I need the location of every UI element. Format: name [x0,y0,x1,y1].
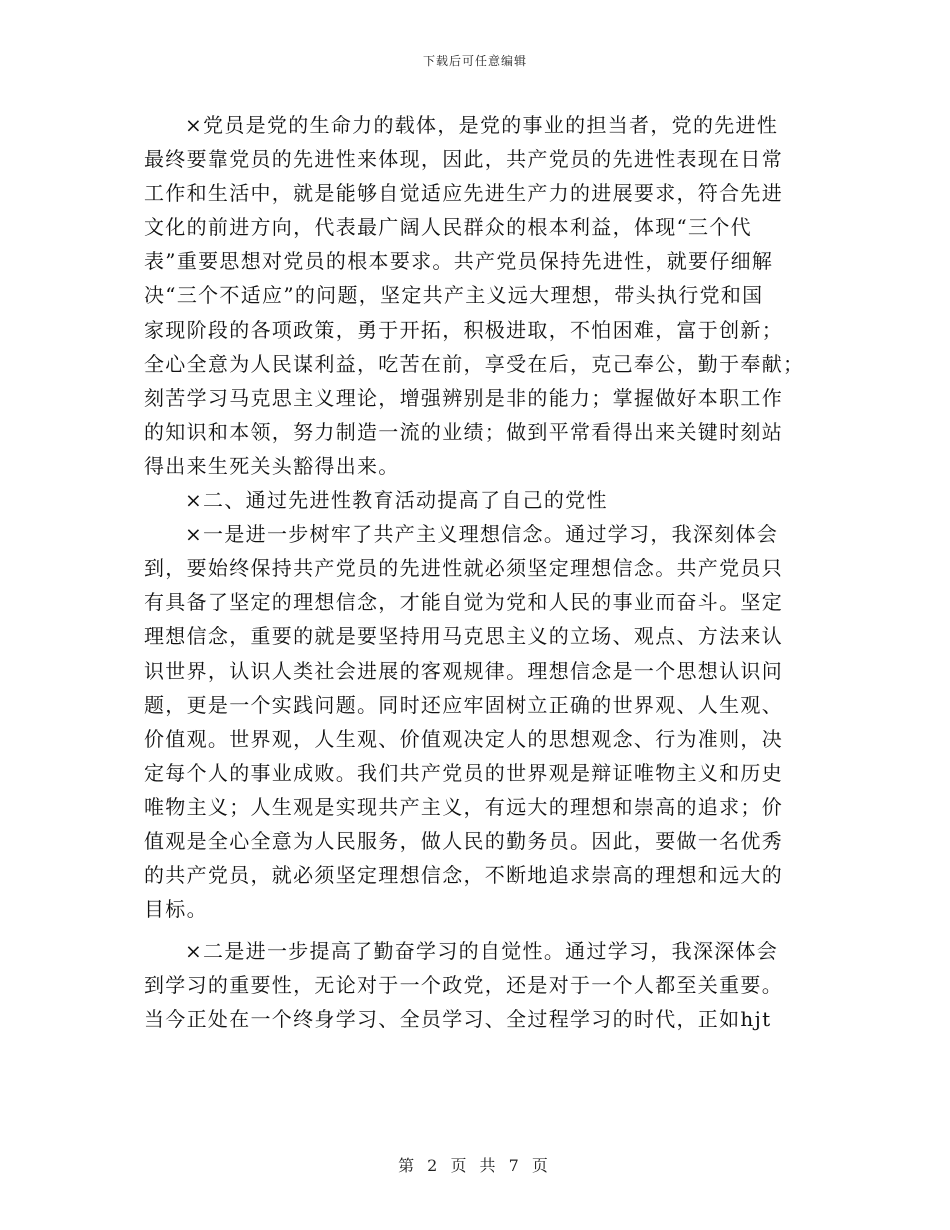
paragraph-line: 的共产党员，就必须坚定理想信念，不断地追求崇高的理想和远大的 [144,863,783,888]
paragraph-line: 文化的前进方向，代表最广阔人民群众的根本利益，体现“三个代 [144,215,752,240]
paragraph-line: 值观是全心全意为人民服务，做人民的勤务员。因此，要做一名优秀 [144,828,783,853]
paragraph-line: 到，要始终保持共产党员的先进性就必须坚定理想信念。共产党员只 [144,556,783,581]
paragraph-line: 目标。 [144,897,208,922]
paragraph-line: ×党员是党的生命力的载体，是党的事业的担当者，党的先进性 [185,113,779,137]
paragraph-line: 最终要靠党员的先进性来体现，因此，共产党员的先进性表现在日常 [144,147,783,172]
paragraph-line: 识世界，认识人类社会进展的客观规律。理想信念是一个思想认识问 [144,658,783,683]
paragraph-line: 的知识和本领，努力制造一流的业绩；做到平常看得出来关键时刻站 [144,419,783,444]
paragraph-line: ×二是进一步提高了勤奋学习的自觉性。通过学习，我深深体会 [185,939,779,964]
paragraph-line: 工作和生活中，就是能够自觉适应先进生产力的进展要求，符合先进 [144,181,783,206]
paragraph-line: 到学习的重要性，无论对于一个政党，还是对于一个人都至关重要。 [144,973,783,998]
paragraph-line: 价值观。世界观，人生观、价值观决定人的思想观念、行为准则，决 [144,726,783,751]
paragraph-line: 决“三个不适应”的问题，坚定共产主义远大理想，带头执行党和国 [144,283,764,308]
paragraph-line: 唯物主义；人生观是实现共产主义，有远大的理想和崇高的追求；价 [144,794,783,819]
paragraph-line: 题，更是一个实践问题。同时还应牢固树立正确的世界观、人生观、 [144,692,783,717]
paragraph-line: 有具备了坚定的理想信念，才能自觉为党和人民的事业而奋斗。坚定 [144,590,783,615]
document-body [144,108,805,1037]
paragraph-line: 全心全意为人民谋利益，吃苦在前，享受在后，克己奉公，勤于奉献； [144,351,805,376]
paragraph-line: 家现阶段的各项政策，勇于开拓，积极进取，不怕困难，富于创新； [144,317,783,342]
paragraph-line: 定每个人的事业成败。我们共产党员的世界观是辩证唯物主义和历史 [144,760,783,785]
paragraph-line: ×一是进一步树牢了共产主义理想信念。通过学习，我深刻体会 [185,522,779,547]
page-header: 下载后可任意编辑 [422,54,527,68]
paragraph-line: 刻苦学习马克思主义理论，增强辨别是非的能力；掌握做好本职工作 [144,385,783,410]
section-heading: ×二、通过先进性教育活动提高了自己的党性 [185,488,608,513]
page-footer: 第 2 页 共 7 页 [398,1156,552,1175]
paragraph-line: 当今正处在一个终身学习、全员学习、全过程学习的时代，正如hjt [144,1007,772,1032]
paragraph-line: 理想信念，重要的就是要坚持用马克思主义的立场、观点、方法来认 [144,624,783,649]
paragraph-line: 表”重要思想对党员的根本要求。共产党员保持先进性，就要仔细解 [144,249,774,274]
paragraph-line: 得出来生死关头豁得出来。 [144,453,400,478]
